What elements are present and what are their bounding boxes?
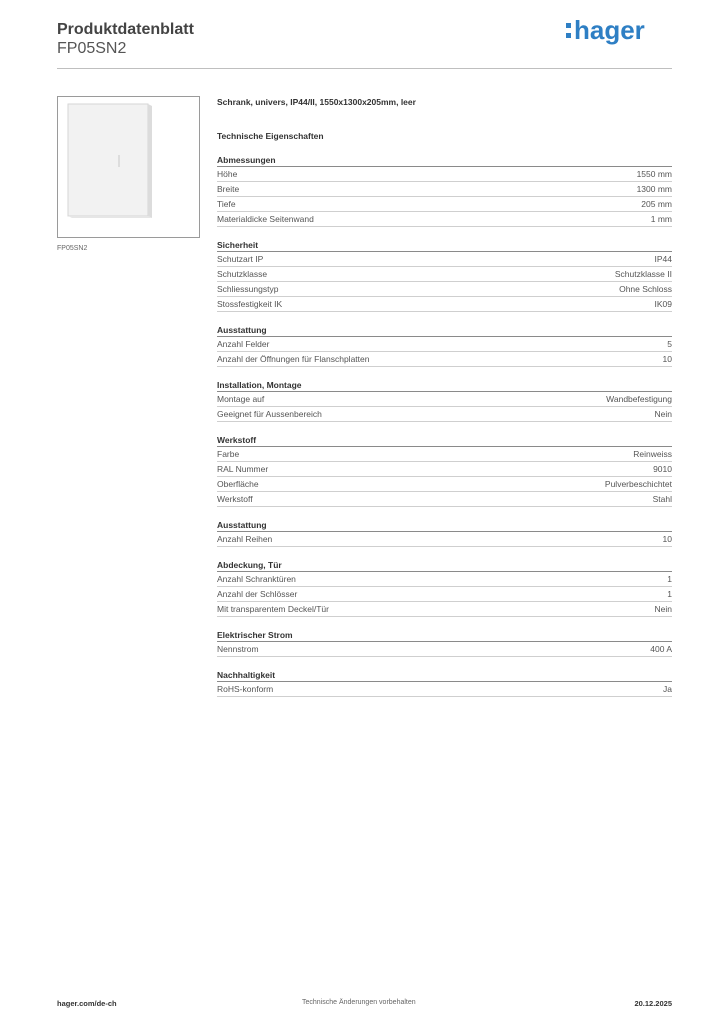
footer-website[interactable]: hager.com/de-ch (57, 999, 117, 1008)
spec-row (217, 167, 672, 182)
spec-value: 1300 mm (636, 184, 672, 194)
spec-row (217, 282, 672, 297)
spec-value: Ohne Schloss (619, 284, 672, 294)
spec-row (217, 572, 672, 587)
spec-row (217, 587, 672, 602)
spec-value: 10 (662, 534, 672, 544)
spec-value: 205 mm (641, 199, 672, 209)
spec-row (217, 182, 672, 197)
spec-row (217, 252, 672, 267)
header-divider (57, 68, 672, 69)
spec-value: Pulverbeschichtet (604, 479, 672, 489)
spec-value: 1 (667, 589, 672, 599)
spec-row (217, 602, 672, 617)
spec-row (217, 197, 672, 212)
spec-row (217, 447, 672, 462)
spec-section (217, 516, 672, 547)
spec-value: 9010 (653, 464, 672, 474)
spec-row (217, 392, 672, 407)
spec-section (217, 151, 672, 227)
spec-label: Mit transparentem Deckel/Tür (217, 604, 329, 614)
spec-label: Anzahl Reihen (217, 534, 273, 544)
spec-value: 400 A (650, 644, 672, 654)
spec-value: IP44 (654, 254, 672, 264)
spec-row (217, 407, 672, 422)
spec-row (217, 352, 672, 367)
spec-value: 1 mm (650, 214, 672, 224)
spec-section (217, 321, 672, 367)
section-title: Ausstattung (217, 516, 672, 532)
footer-disclaimer: Technische Änderungen vorbehalten (302, 999, 416, 1006)
spec-label: Montage auf (217, 394, 265, 404)
footer-date: 20.12.2025 (634, 999, 672, 1008)
spec-value: Stahl (652, 494, 672, 504)
section-title: Elektrischer Strom (217, 626, 672, 642)
spec-row (217, 297, 672, 312)
spec-label: Anzahl Schranktüren (217, 574, 296, 584)
spec-value: 10 (662, 354, 672, 364)
spec-value: Schutzklasse II (614, 269, 672, 279)
spec-section (217, 556, 672, 617)
spec-row (217, 492, 672, 507)
spec-label: Höhe (217, 169, 238, 179)
page-title: Produktdatenblatt (57, 21, 194, 38)
hager-logo (566, 15, 654, 47)
spec-table (217, 151, 672, 697)
spec-row (217, 462, 672, 477)
spec-label: Anzahl Felder (217, 339, 270, 349)
section-title: Sicherheit (217, 236, 672, 252)
spec-value: 5 (667, 339, 672, 349)
spec-label: Farbe (217, 449, 240, 459)
spec-row (217, 267, 672, 282)
spec-label: RAL Nummer (217, 464, 269, 474)
spec-label: Materialdicke Seitenwand (217, 214, 314, 224)
spec-value: 1 (667, 574, 672, 584)
spec-value: Nein (654, 409, 672, 419)
spec-value: 1550 mm (636, 169, 672, 179)
product-description: Schrank, univers, IP44/II, 1550x1300x205mm, leer (217, 97, 416, 107)
spec-value: Reinweiss (633, 449, 672, 459)
cabinet-illustration (58, 97, 199, 237)
section-title: Werkstoff (217, 431, 672, 447)
section-title: Installation, Montage (217, 376, 672, 392)
section-title: Abmessungen (217, 151, 672, 167)
spec-value: Ja (663, 684, 672, 694)
spec-label: Werkstoff (217, 494, 253, 504)
spec-label: Schutzklasse (217, 269, 268, 279)
spec-row (217, 682, 672, 697)
spec-row (217, 337, 672, 352)
spec-value: IK09 (654, 299, 672, 309)
image-caption: FP05SN2 (57, 245, 88, 252)
spec-row (217, 532, 672, 547)
spec-row (217, 212, 672, 227)
spec-row (217, 477, 672, 492)
section-title: Abdeckung, Tür (217, 556, 672, 572)
spec-section (217, 236, 672, 312)
spec-label: Schliessungstyp (217, 284, 279, 294)
spec-label: RoHS-konform (217, 684, 274, 694)
spec-label: Geeignet für Aussenbereich (217, 409, 322, 419)
spec-label: Oberfläche (217, 479, 259, 489)
section-title: Nachhaltigkeit (217, 666, 672, 682)
spec-label: Anzahl der Öffnungen für Flanschplatten (217, 354, 370, 364)
spec-section (217, 376, 672, 422)
spec-section (217, 626, 672, 657)
spec-value: Wandbefestigung (606, 394, 672, 404)
spec-label: Stossfestigkeit IK (217, 299, 283, 309)
spec-row (217, 642, 672, 657)
product-code: FP05SN2 (57, 40, 127, 57)
logo-text: hager (574, 15, 645, 45)
spec-value: Nein (654, 604, 672, 614)
spec-label: Schutzart IP (217, 254, 264, 264)
tech-properties-heading: Technische Eigenschaften (217, 131, 324, 141)
section-title: Ausstattung (217, 321, 672, 337)
spec-label: Tiefe (217, 199, 236, 209)
product-image (57, 96, 200, 238)
spec-label: Breite (217, 184, 240, 194)
spec-label: Anzahl der Schlösser (217, 589, 298, 599)
spec-section (217, 431, 672, 507)
spec-section (217, 666, 672, 697)
spec-label: Nennstrom (217, 644, 259, 654)
